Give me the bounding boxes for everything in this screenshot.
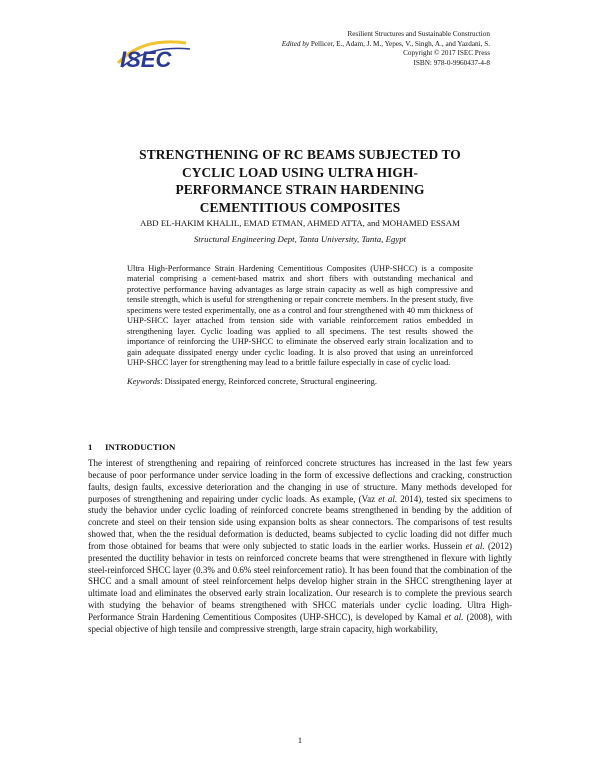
keywords-label: Keywords [127,376,161,386]
abstract [127,264,473,387]
section-number: 1 [88,442,93,452]
intro-text-part-4: (2008), with special objective of high tensile and compressive strength, large strain capacity, high workability, [88,611,513,634]
isbn-line: ISBN: 978-0-9960437-4-8 [413,58,490,67]
introduction-body [88,458,512,636]
section-heading-introduction [88,442,175,453]
author-list: ABD EL-HAKIM KHALIL, EMAD ETMAN, AHMED ATTA, and MOHAMED ESSAM [140,218,460,228]
et-al-3: et al. [444,611,464,622]
intro-text-part-1: The interest of strengthening and repairing of reinforced concrete structures has increased in the last few years because of poor performance under service loading in the form of excessive deflections and cracking, construction faults, design faults, excessive deterioration and the changing in use of structure. Many methods developed for purposes of strengthening and repairing under cyclic loads. As example, (Vaz [88,458,512,504]
publication-header [190,30,490,68]
et-al-1: et al. [378,493,398,504]
isec-logo [112,33,194,77]
paper-title [100,146,500,216]
editors-names: Pellicer, E., Adam, J. M., Yepes, V., Singh, A., and Yazdani, S. [310,39,490,48]
edited-by-label: Edited by [281,39,310,48]
keywords-line [127,377,473,387]
keywords-list: : Dissipated energy, Reinforced concrete, Structural engineering. [160,376,377,386]
et-al-2: et al. [465,540,485,551]
isec-logo-graphic [112,33,194,77]
copyright-line: Copyright © 2017 ISEC Press [403,49,490,58]
author-affiliation: Structural Engineering Dept, Tanta University, Tanta, Egypt [193,234,407,244]
page-number: 1 [297,735,303,745]
series-title: Resilient Structures and Sustainable Construction [347,30,490,38]
introduction-paragraph [88,458,512,636]
title-line-2: CYCLIC LOAD USING ULTRA HIGH- [181,164,419,180]
isec-logo-text: ISEC [120,47,172,72]
title-line-1: STRENGTHENING OF RC BEAMS SUBJECTED TO [139,147,461,162]
title-line-4: CEMENTITIOUS COMPOSITES [199,199,401,215]
section-title: INTRODUCTION [105,442,176,452]
abstract-text: Ultra High-Performance Strain Hardening Cementitious Composites (UHP-SHCC) is a composite material comprising a cement-based matrix and short fibers with outstanding mechanical and protective performance having advantages as large strain capacity as well as high compressive and tensile strength, which is useful for strengthening or repair concrete members. In the present study, five specimens were tested experimentally, one as a control and four strengthened with 40 mm thickness of UHP-SHCC layer attached from tension side with variable reinforcement ratios embedded in strengthening layer. Cyclic loading was applied to all specimens. The test results showed the importance of reinforcing the UHP-SHCC to eliminate the observed early strain localization and to gain adequate dissipated energy under cyclic loading. It is also proved that using an unreinforced UHP-SHCC layer for strengthening may lead to a brittle failure especially in case of cyclic load. [127,264,473,368]
title-line-3: PERFORMANCE STRAIN HARDENING [175,182,425,198]
editors-line [190,40,490,50]
intro-text-part-3: (2012) presented the ductility behavior in tests on reinforced concrete beams that were strengthened in flexure with lightly steel-reinforced SHCC layer (0.3% and 0.6% steel reinforcement ratio). It has been found that the combination of the SHCC and a small amount of steel reinforcement helps develop higher strain in the SHCC strengthening layer at ultimate load and eliminates the observed early strain localization. Our research is to complete the previous search with studying the behavior of beams strengthened with SHCC materials under cyclic loading. Ultra High-Performance Strain Hardening Cementitious Composites (UHP-SHCC), is developed by Kamal [88,540,513,622]
intro-text-part-2: 2014), tested six specimens to study the behavior under cyclic loading of reinforced concrete beams strengthened in bending by the addition of concrete and steel on their tension side using expansion bolts as shear connectors. The comparisons of test results showed that, when the the residual deformation is deducted, beams subjected to cyclic loading did not differ much from those obtained for beams that were only subjected to static loads in the earlier works. Hussein [88,493,513,551]
